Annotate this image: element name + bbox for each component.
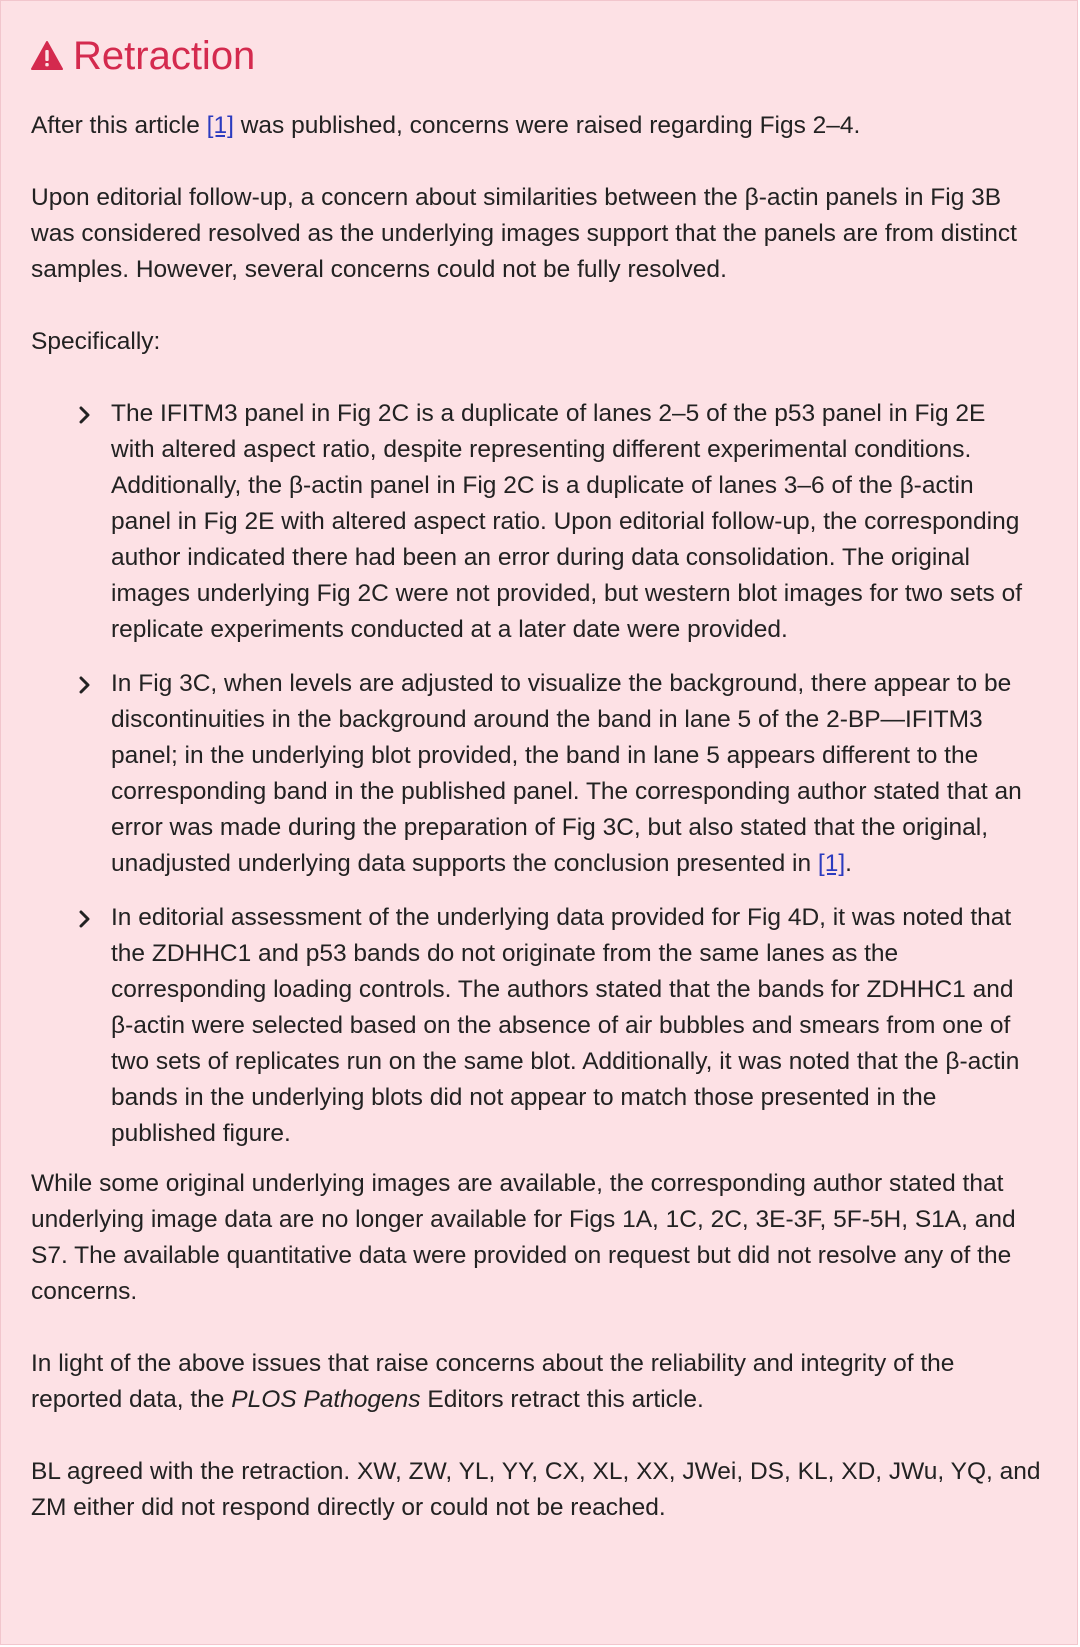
issues-list bbox=[31, 396, 1047, 1152]
chevron-right-icon bbox=[78, 406, 92, 424]
chevron-right-icon bbox=[78, 910, 92, 928]
list-item bbox=[111, 900, 1047, 1152]
issue-text: In Fig 3C, when levels are adjusted to visualize the background, there appear to be discontinuities in the background around the band in lane 5 of the 2-BP—IFITM3 panel; in the underlying blot provided, the band in lane 5 appears different to the corresponding band in the published panel. The corresponding author stated that an error was made during the preparation of Fig 3C, but also stated that the original, unadjusted underlying data supports the conclusion presented in bbox=[111, 670, 1022, 877]
conclusion-text-after: Editors retract this article. bbox=[420, 1386, 704, 1413]
availability-paragraph: While some original underlying images are available, the corresponding author stated that underlying image data are no longer available for Figs 1A, 1C, 2C, 3E-3F, 5F-5H, S1A, and S7. The available quantitative data were provided on request but did not resolve any of the concerns. bbox=[31, 1170, 1016, 1305]
list-item bbox=[111, 666, 1047, 882]
list-item bbox=[111, 396, 1047, 648]
followup-paragraph: Upon editorial follow-up, a concern about similarities between the β-actin panels in Fig 3B was considered resolved as the underlying images support that the panels are from distinct samples. However, several concerns could not be fully resolved. bbox=[31, 184, 1017, 283]
authors-paragraph: BL agreed with the retraction. XW, ZW, YL, YY, CX, XL, XX, JWei, DS, KL, XD, JWu, YQ, and ZM either did not respond directly or could not be reached. bbox=[31, 1458, 1041, 1521]
issue-text: In editorial assessment of the underlying data provided for Fig 4D, it was noted that the ZDHHC1 and p53 bands do not originate from the same lanes as the corresponding loading controls. The authors stated that the bands for ZDHHC1 and β-actin were selected based on the absence of air bubbles and smears from one of two sets of replicates run on the same blot. Additionally, it was noted that the β-actin bands in the underlying blots did not appear to match those presented in the published figure. bbox=[111, 904, 1020, 1147]
reference-link[interactable]: [1] bbox=[817, 850, 846, 877]
issue-text-end: . bbox=[845, 850, 852, 877]
notice-title: Retraction bbox=[73, 34, 256, 78]
intro-paragraph bbox=[31, 108, 1047, 144]
intro-text-before: After this article bbox=[31, 112, 207, 139]
conclusion-text-before: In light of the above issues that raise concerns about the reliability and integrity of the reported data, the bbox=[31, 1350, 955, 1413]
intro-text-after: was published, concerns were raised regarding Figs 2–4. bbox=[233, 112, 861, 139]
reference-link[interactable]: [1] bbox=[206, 112, 234, 139]
journal-name: PLOS Pathogens bbox=[231, 1386, 421, 1413]
conclusion-paragraph bbox=[31, 1346, 1047, 1418]
notice-header bbox=[31, 31, 1047, 81]
warning-icon bbox=[31, 40, 63, 72]
chevron-right-icon bbox=[78, 676, 92, 694]
specifically-label: Specifically: bbox=[31, 328, 161, 355]
issue-text: The IFITM3 panel in Fig 2C is a duplicate of lanes 2–5 of the p53 panel in Fig 2E with altered aspect ratio, despite representing different experimental conditions. Additionally, the β-actin panel in Fig 2C is a duplicate of lanes 3–6 of the β-actin panel in Fig 2E with altered aspect ratio. Upon editorial follow-up, the corresponding author indicated there had been an error during data consolidation. The original images underlying Fig 2C were not provided, but western blot images for two sets of replicate experiments conducted at a later date were provided. bbox=[111, 400, 1023, 643]
